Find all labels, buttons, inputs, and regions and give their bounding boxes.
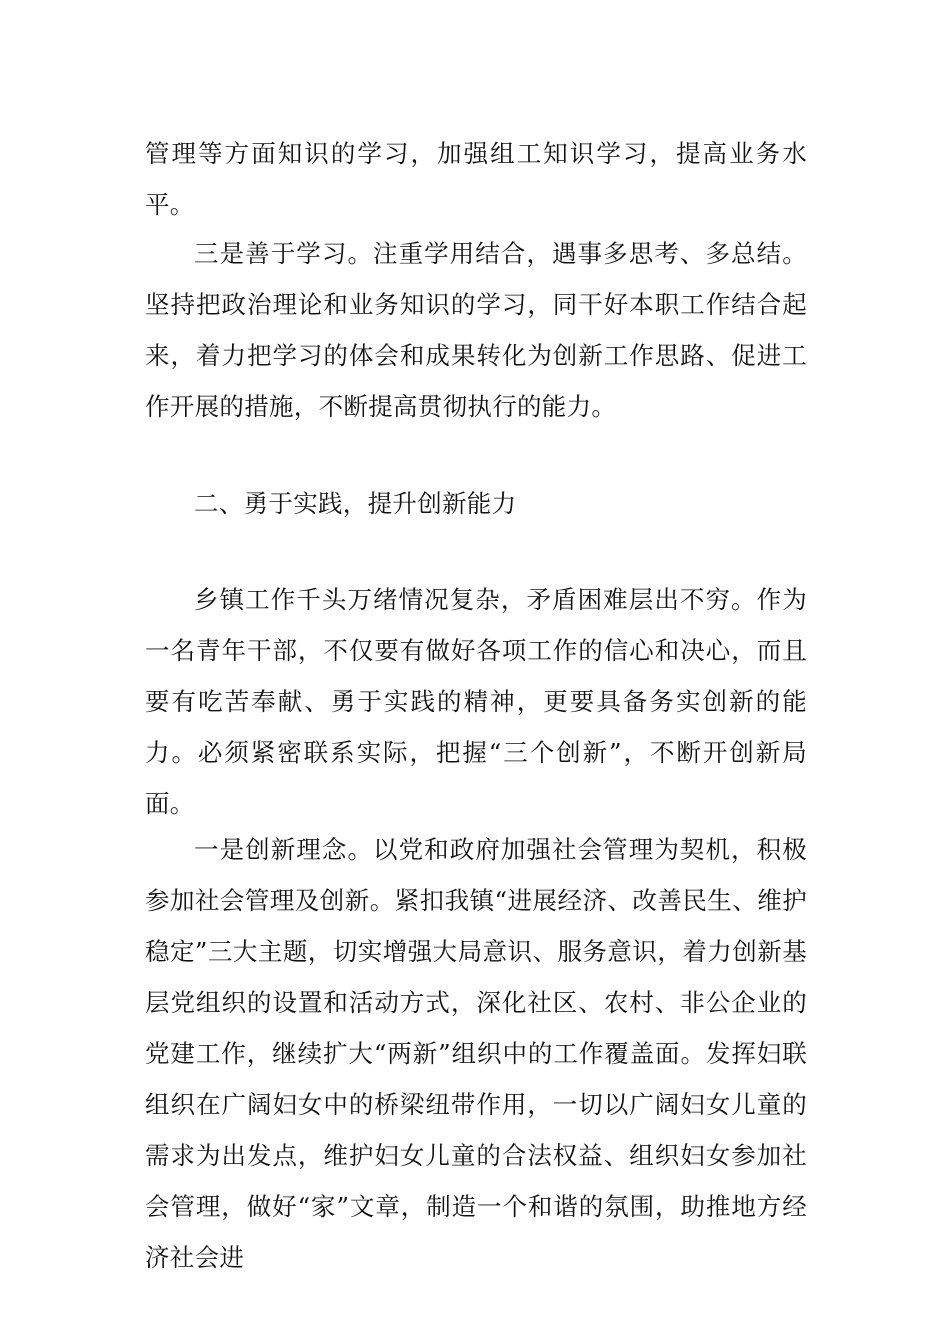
paragraph-continuation: 管理等方面知识的学习，加强组工知识学习，提高业务水平。 <box>145 139 807 219</box>
paragraph-point-three-learning: 三是善于学习。注重学用结合，遇事多思考、多总结。坚持把政治理论和业务知识的学习，同干好本职工作结合起来，着力把学习的体会和成果转化为创新工作思路、促进工作开展的措施，不断提高贯彻执行的能力。 <box>145 239 807 421</box>
section-heading-practice: 二、勇于实践，提升创新能力 <box>194 489 517 518</box>
paragraph-point-one-innovation: 一是创新理念。以党和政府加强社会管理为契机，积极参加社会管理及创新。紧扣我镇“进展经济、改善民生、维护稳定”三大主题，切实增强大局意识、服务意识，着力创新基层党组织的设置和活动方式，深化社区、农村、非公企业的党建工作，继续扩大“两新”组织中的工作覆盖面。发挥妇联组织在广阔妇女中的桥梁纽带作用，一切以广阔妇女儿童的需求为出发点，维护妇女儿童的合法权益、组织妇女参加社会管理，做好“家”文章，制造一个和谐的氛围，助推地方经济社会进 <box>145 835 807 1272</box>
paragraph-township-work: 乡镇工作千头万绪情况复杂，矛盾困难层出不穷。作为一名青年干部，不仅要有做好各项工作的信心和决心，而且要有吃苦奉献、勇于实践的精神，更要具备务实创新的能力。必须紧密联系实际，把握“三个创新”，不断开创新局面。 <box>145 585 807 818</box>
